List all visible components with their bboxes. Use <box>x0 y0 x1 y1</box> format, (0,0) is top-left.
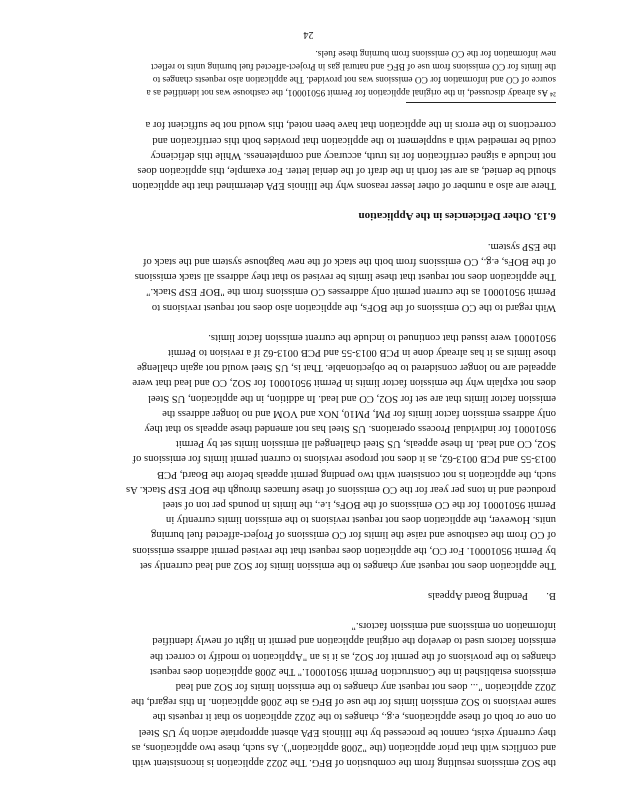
text-line: the SO2 emissions resulting from the combustion of BFG. The 2022 application is inconsistent with <box>132 757 556 768</box>
text-line: changes to the provisions of the permit for SO2, as it is an "Application to modify to correct the <box>150 650 556 662</box>
paragraph-bfg-so2 <box>61 618 556 770</box>
text-line: by Permit 95010001. For CO, the application does request that the revised permit address emissions <box>132 544 556 556</box>
text-line: The application does not request that these limits be revised so that they address all stack emissions <box>134 271 556 283</box>
footnote-line: new information for the CO emissions from burning these fuels. <box>315 48 556 59</box>
text-line: could be remedied with a supplement to the application that provides both this certification and <box>152 134 556 146</box>
section-b-title: Pending Board Appeals <box>427 589 528 601</box>
footnote <box>61 46 556 98</box>
text-line: information on emissions and emission factors." <box>351 620 556 632</box>
text-line: 95010001 for individual Process operations. US Steel has not amended these appeals so that they <box>144 422 556 434</box>
footnote-divider <box>406 102 556 103</box>
footnote-line: ²⁴ As already discussed, in the original application for Permit 95010001, the casthouse was not identified as a <box>146 87 556 98</box>
text-line: Permit 95010001 as the current permit only addresses CO emissions from the "BOF ESP Stack." <box>146 286 556 298</box>
text-line: on one or both of these applications, e.g., changes to the 2022 application so that it requests the <box>152 711 556 723</box>
text-line: 95010001 were issued that continued to include the current emission factor limits. <box>208 331 556 343</box>
text-line: same revisions to SO2 emission limits for the use of BFG as the 2008 application. In this regard, the <box>131 696 556 708</box>
text-line: the ESP system. <box>487 240 556 252</box>
text-line: SO2, CO and lead. In these appeals, US Steel challenged all emission limits set by Permit <box>175 438 556 450</box>
text-line: emissions established in the Construction Permit 95010001." The 2008 application does request <box>149 665 556 677</box>
section-b-heading <box>61 588 556 603</box>
text-line: appealed are no longer considered to be objectionable. That is, US Steel would not again challenge <box>136 362 556 374</box>
text-line: corrections to the errors in the application that have been noted, this would not be sufficient for a <box>145 119 556 131</box>
section-heading-other-deficiencies: 6.13. Other Deficiencies in the Application <box>358 210 556 223</box>
text-line: The application does not request any changes to the emission limits for SO2 and lead currently set <box>140 559 556 571</box>
text-line: of CO from the casthouse and raise the limits for CO emissions of Project-affected fuel burning <box>151 529 556 541</box>
text-line: 2022 application "... does not request any changes to the emission limits for SO2 and lead <box>175 680 556 692</box>
text-line: should be denied, as are set forth in the draft of the denial letter. For example, this application does <box>137 165 556 177</box>
text-line: only address emission factor limits for PM, PM10, NOx and VOM and no longer address the <box>162 407 556 419</box>
text-line: 0013-55 and PCB 0013-62, as it does not propose revisions to current permit limits for emissions of <box>132 453 556 465</box>
text-line: and conflicts with that prior application (the "2008 application"). As such, these two applications, as <box>131 741 556 753</box>
text-line: Permit 95010001 for the CO emissions of the BOFs, i.e., the limits in pounds per ton of steel <box>162 498 556 510</box>
paragraph-pending-appeals <box>61 330 556 573</box>
text-line: of the BOFs, e.g., CO emissions from both the stack of the new baghouse system and the stack of <box>142 255 556 267</box>
text-line: With regard to the CO emissions of the BOFs, the application also does not request revisions to <box>151 301 556 313</box>
page-number: 24 <box>303 29 314 41</box>
text-line: not include a signed certification for its truth, accuracy and completeness. While this deficiency <box>150 149 556 161</box>
section-b-number: B. <box>546 589 556 601</box>
text-line: does not explain why the emission factor limits in Permit 95010001 for SO2, CO and lead that were <box>132 377 556 389</box>
text-line: those limits as it has already done in PCB 0013-55 and PCB 0013-62 if a revision to Permit <box>167 346 556 358</box>
footnote-line: the limits for CO emissions from use of BFG and natural gas in Project-affected fuel burning units to reflect <box>151 61 556 72</box>
text-line: emission factors used to develop the original application and permit in light of newly identified <box>152 635 556 647</box>
paragraph-bof-co <box>61 239 556 315</box>
text-line: such, the application is not consistent with two pending permit appeals before the Board, PCB <box>157 468 556 480</box>
text-line: units. However, the application does not request revisions to the emission limits currently in <box>165 514 556 526</box>
paragraph-other-deficiencies <box>61 117 556 193</box>
text-line: produced and in tons per year for the CO emissions of these furnaces through the BOF ESP Stack. As <box>125 483 556 495</box>
text-line: they currently exist, cannot be processed by the Illinois EPA absent appropriate action by US Steel <box>138 726 556 738</box>
text-line: There are also a number of other lesser reasons why the Illinois EPA determined that the application <box>132 180 556 192</box>
page-body <box>61 29 556 770</box>
text-line: emission factor limits that are set for SO2, CO and lead. In addition, in the application, US Steel <box>147 392 556 404</box>
footnote-line: source of CO and information for CO emissions was not provided. The application also requests changes to <box>152 74 556 85</box>
